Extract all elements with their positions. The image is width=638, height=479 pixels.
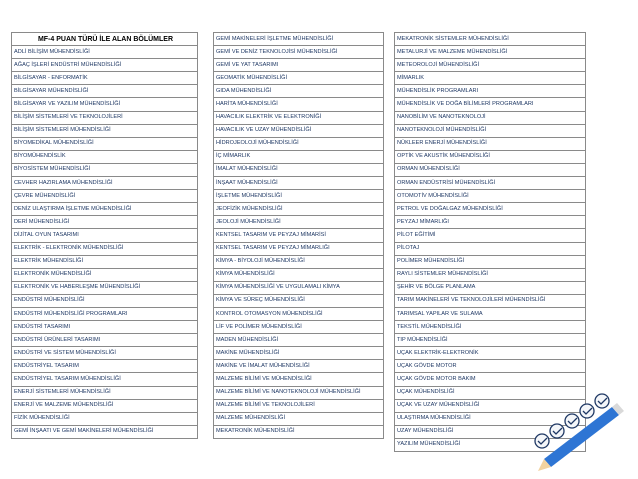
department-cell: ENDÜSTRİ VE SİSTEM MÜHENDİSLİĞİ: [12, 347, 198, 360]
table-row: [12, 98, 198, 111]
table-row: [214, 229, 384, 242]
department-cell: MALZEME BİLİMİ VE TEKNOLOJİLERİ: [214, 399, 384, 412]
department-cell: CEVHER HAZIRLAMA MÜHENDİSLİĞİ: [12, 177, 198, 190]
table-row: [12, 307, 198, 320]
table-row: [214, 111, 384, 124]
table-row: [12, 150, 198, 163]
department-cell: OTOMOTİV MÜHENDİSLİĞİ: [395, 190, 586, 203]
department-cell: KİMYA MÜHENDİSLİĞİ: [214, 268, 384, 281]
department-cell: İŞLETME MÜHENDİSLİĞİ: [214, 190, 384, 203]
table-row: [395, 46, 586, 59]
department-cell: HAVACILIK ELEKTRİK VE ELEKTRONİĞİ: [214, 111, 384, 124]
department-cell: KENTSEL TASARIM VE PEYZAJ MİMARLIĞI: [214, 242, 384, 255]
table-row: [214, 163, 384, 176]
department-cell: NANOBİLİM VE NANOTEKNOLOJİ: [395, 111, 586, 124]
table-row: [395, 177, 586, 190]
table-row: [214, 373, 384, 386]
table-row: [12, 360, 198, 373]
department-cell: UÇAK GÖVDE MOTOR BAKIM: [395, 373, 586, 386]
table-row: [214, 386, 384, 399]
department-cell: GEMİ MAKİNELERİ İŞLETME MÜHENDİSLİĞİ: [214, 33, 384, 46]
table-row: [12, 347, 198, 360]
department-cell: GIDA MÜHENDİSLİĞİ: [214, 85, 384, 98]
table-row: [214, 360, 384, 373]
department-cell: ADLİ BİLİŞİM MÜHENDİSLİĞİ: [12, 46, 198, 59]
department-cell: BİYOMÜHENDİSLİK: [12, 150, 198, 163]
table-row: [12, 386, 198, 399]
table-row: [214, 85, 384, 98]
department-cell: MEKATRONİK SİSTEMLER MÜHENDİSLİĞİ: [395, 33, 586, 46]
table-row: [395, 347, 586, 360]
department-cell: BİLİŞİM SİSTEMLERİ MÜHENDİSLİĞİ: [12, 124, 198, 137]
department-cell: BİLGİSAYAR - ENFORMATİK: [12, 72, 198, 85]
table-row: [395, 124, 586, 137]
department-cell: YAZILIM MÜHENDİSLİĞİ: [395, 438, 586, 451]
department-cell: ORMAN ENDÜSTRİSİ MÜHENDİSLİĞİ: [395, 177, 586, 190]
department-cell: MÜHENDİSLİK PROGRAMLARI: [395, 85, 586, 98]
department-cell: MAKİNE VE İMALAT MÜHENDİSLİĞİ: [214, 360, 384, 373]
department-cell: PİLOT EĞİTİMİ: [395, 229, 586, 242]
department-cell: TIP MÜHENDİSLİĞİ: [395, 334, 586, 347]
table-row: [12, 124, 198, 137]
department-cell: NÜKLEER ENERJİ MÜHENDİSLİĞİ: [395, 137, 586, 150]
table-row: [214, 399, 384, 412]
department-table-2: [213, 32, 384, 439]
table-row: [395, 321, 586, 334]
department-cell: PEYZAJ MİMARLIĞI: [395, 216, 586, 229]
department-cell: KİMYA MÜHENDİSLİĞİ VE UYGULAMALI KİMYA: [214, 281, 384, 294]
table-row: [214, 137, 384, 150]
table-row: [214, 268, 384, 281]
table-row: [214, 203, 384, 216]
department-cell: ELEKTRONİK VE HABERLEŞME MÜHENDİSLİĞİ: [12, 281, 198, 294]
table-row: [12, 216, 198, 229]
department-cell: İNŞAAT MÜHENDİSLİĞİ: [214, 177, 384, 190]
department-cell: ŞEHİR VE BÖLGE PLANLAMA: [395, 281, 586, 294]
department-cell: GEMİ VE DENİZ TEKNOLOJİSİ MÜHENDİSLİĞİ: [214, 46, 384, 59]
table-row: [214, 33, 384, 46]
department-cell: UÇAK GÖVDE MOTOR: [395, 360, 586, 373]
department-cell: DERİ MÜHENDİSLİĞİ: [12, 216, 198, 229]
table-row: [395, 163, 586, 176]
table-row: [395, 281, 586, 294]
table-row: [395, 111, 586, 124]
table-row: [214, 242, 384, 255]
department-cell: JEOLOJİ MÜHENDİSLİĞİ: [214, 216, 384, 229]
department-cell: TARIMSAL YAPILAR VE SULAMA: [395, 307, 586, 320]
table-row: [214, 72, 384, 85]
department-cell: ULAŞTIRMA MÜHENDİSLİĞİ: [395, 412, 586, 425]
department-cell: KİMYA VE SÜREÇ MÜHENDİSLİĞİ: [214, 294, 384, 307]
table-row: [214, 177, 384, 190]
table-row: [214, 425, 384, 438]
department-cell: ELEKTRİK MÜHENDİSLİĞİ: [12, 255, 198, 268]
department-cell: TEKSTİL MÜHENDİSLİĞİ: [395, 321, 586, 334]
department-cell: ENDÜSTRİ MÜHENDİSLİĞİ: [12, 294, 198, 307]
table-row: [12, 294, 198, 307]
table-row: [395, 268, 586, 281]
table-row: [214, 150, 384, 163]
department-cell: BİLGİSAYAR VE YAZILIM MÜHENDİSLİĞİ: [12, 98, 198, 111]
department-cell: UÇAK MÜHENDİSLİĞİ: [395, 386, 586, 399]
table-row: [12, 46, 198, 59]
department-cell: POLİMER MÜHENDİSLİĞİ: [395, 255, 586, 268]
department-cell: MALZEME BİLİMİ VE NANOTEKNOLOJİ MÜHENDİSLİĞİ: [214, 386, 384, 399]
table-row: [214, 98, 384, 111]
department-cell: DİJİTAL OYUN TASARIMI: [12, 229, 198, 242]
department-cell: METEOROLOJİ MÜHENDİSLİĞİ: [395, 59, 586, 72]
table-title: MF-4 PUAN TÜRÜ İLE ALAN BÖLÜMLER: [12, 33, 198, 46]
table-row: [12, 281, 198, 294]
department-cell: METALURJİ VE MALZEME MÜHENDİSLİĞİ: [395, 46, 586, 59]
department-cell: MEKATRONİK MÜHENDİSLİĞİ: [214, 425, 384, 438]
department-cell: MALZEME MÜHENDİSLİĞİ: [214, 412, 384, 425]
department-cell: ENDÜSTRİ ÜRÜNLERİ TASARIMI: [12, 334, 198, 347]
department-cell: ENERJİ SİSTEMLERİ MÜHENDİSLİĞİ: [12, 386, 198, 399]
department-cell: ELEKTRONİK MÜHENDİSLİĞİ: [12, 268, 198, 281]
department-cell: BİLİŞİM SİSTEMLERİ VE TEKNOLOJİLERİ: [12, 111, 198, 124]
table-row: [214, 255, 384, 268]
department-cell: FİZİK MÜHENDİSLİĞİ: [12, 412, 198, 425]
table-row: [395, 33, 586, 46]
table-row: [12, 412, 198, 425]
table-row: [12, 334, 198, 347]
table-row: [395, 334, 586, 347]
department-cell: GEMİ VE YAT TASARIMI: [214, 59, 384, 72]
department-cell: PİLOTAJ: [395, 242, 586, 255]
table-row: [395, 150, 586, 163]
department-cell: RAYLI SİSTEMLER MÜHENDİSLİĞİ: [395, 268, 586, 281]
table-row: [214, 334, 384, 347]
department-cell: KİMYA - BİYOLOJİ MÜHENDİSLİĞİ: [214, 255, 384, 268]
department-cell: MAKİNE MÜHENDİSLİĞİ: [214, 347, 384, 360]
table-row: [214, 307, 384, 320]
department-cell: BİLGİSAYAR MÜHENDİSLİĞİ: [12, 85, 198, 98]
table-row: [395, 190, 586, 203]
department-cell: İMALAT MÜHENDİSLİĞİ: [214, 163, 384, 176]
table-row: [395, 137, 586, 150]
table-row: [12, 321, 198, 334]
table-row: [12, 425, 198, 438]
department-cell: ELEKTRİK - ELEKTRONİK MÜHENDİSLİĞİ: [12, 242, 198, 255]
table-row: [12, 373, 198, 386]
department-cell: JEOFİZİK MÜHENDİSLİĞİ: [214, 203, 384, 216]
table-row: [214, 216, 384, 229]
department-cell: UÇAK VE UZAY MÜHENDİSLİĞİ: [395, 399, 586, 412]
department-cell: MADEN MÜHENDİSLİĞİ: [214, 334, 384, 347]
department-table-1: [11, 32, 198, 439]
table-row: [12, 177, 198, 190]
table-row: [12, 59, 198, 72]
department-cell: HAVACILIK VE UZAY MÜHENDİSLİĞİ: [214, 124, 384, 137]
department-cell: HARİTA MÜHENDİSLİĞİ: [214, 98, 384, 111]
department-cell: ORMAN MÜHENDİSLİĞİ: [395, 163, 586, 176]
department-cell: DENİZ ULAŞTIRMA İŞLETME MÜHENDİSLİĞİ: [12, 203, 198, 216]
department-cell: MÜHENDİSLİK VE DOĞA BİLİMLERİ PROGRAMLARI: [395, 98, 586, 111]
department-cell: UÇAK ELEKTRİK-ELEKTRONİK: [395, 347, 586, 360]
department-cell: ENDÜSTRİYEL TASARIM MÜHENDİSLİĞİ: [12, 373, 198, 386]
table-row: [395, 72, 586, 85]
table-header-row: [12, 33, 198, 46]
table-row: [12, 163, 198, 176]
table-row: [395, 216, 586, 229]
table-row: [214, 190, 384, 203]
department-cell: ENERJİ VE MALZEME MÜHENDİSLİĞİ: [12, 399, 198, 412]
department-cell: ÇEVRE MÜHENDİSLİĞİ: [12, 190, 198, 203]
department-cell: KONTROL OTOMASYON MÜHENDİSLİĞİ: [214, 307, 384, 320]
table-row: [12, 203, 198, 216]
table-row: [395, 255, 586, 268]
table-row: [395, 307, 586, 320]
table-row: [214, 281, 384, 294]
table-row: [395, 98, 586, 111]
department-cell: ENDÜSTRİ TASARIMI: [12, 321, 198, 334]
table-row: [214, 124, 384, 137]
table-row: [12, 111, 198, 124]
department-cell: KENTSEL TASARIM VE PEYZAJ MİMARİSİ: [214, 229, 384, 242]
table-row: [395, 203, 586, 216]
table-row: [214, 321, 384, 334]
department-cell: GEOMATİK MÜHENDİSLİĞİ: [214, 72, 384, 85]
table-row: [395, 360, 586, 373]
table-row: [214, 46, 384, 59]
department-cell: ENDÜSTRİYEL TASARIM: [12, 360, 198, 373]
table-row: [395, 59, 586, 72]
department-cell: LİF VE POLİMER MÜHENDİSLİĞİ: [214, 321, 384, 334]
department-cell: OPTİK VE AKUSTİK MÜHENDİSLİĞİ: [395, 150, 586, 163]
department-cell: HİDROJEOLOJİ MÜHENDİSLİĞİ: [214, 137, 384, 150]
department-cell: İÇ MİMARLIK: [214, 150, 384, 163]
department-cell: NANOTEKNOLOJİ MÜHENDİSLİĞİ: [395, 124, 586, 137]
table-row: [395, 229, 586, 242]
department-cell: AĞAÇ İŞLERİ ENDÜSTRİ MÜHENDİSLİĞİ: [12, 59, 198, 72]
table-row: [12, 85, 198, 98]
table-row: [12, 229, 198, 242]
table-row: [395, 242, 586, 255]
department-cell: BİYOMEDİKAL MÜHENDİSLİĞİ: [12, 137, 198, 150]
table-row: [12, 242, 198, 255]
table-row: [12, 137, 198, 150]
table-row: [12, 268, 198, 281]
table-row: [214, 412, 384, 425]
table-row: [395, 294, 586, 307]
table-row: [12, 399, 198, 412]
table-row: [214, 347, 384, 360]
department-cell: MİMARLIK: [395, 72, 586, 85]
department-cell: ENDÜSTRİ MÜHENDİSLİĞİ PROGRAMLARI: [12, 307, 198, 320]
table-row: [12, 72, 198, 85]
department-cell: MALZEME BİLİMİ VE MÜHENDİSLİĞİ: [214, 373, 384, 386]
table-row: [214, 294, 384, 307]
department-cell: BİYOSİSTEM MÜHENDİSLİĞİ: [12, 163, 198, 176]
table-row: [12, 190, 198, 203]
department-cell: GEMİ İNŞAATI VE GEMİ MAKİNELERİ MÜHENDİSLİĞİ: [12, 425, 198, 438]
table-row: [395, 85, 586, 98]
table-row: [214, 59, 384, 72]
checklist-pencil-icon: [520, 385, 638, 479]
department-cell: UZAY MÜHENDİSLİĞİ: [395, 425, 586, 438]
table-row: [12, 255, 198, 268]
department-cell: PETROL VE DOĞALGAZ MÜHENDİSLİĞİ: [395, 203, 586, 216]
department-cell: TARIM MAKİNELERİ VE TEKNOLOJİLERİ MÜHENDİSLİĞİ: [395, 294, 586, 307]
